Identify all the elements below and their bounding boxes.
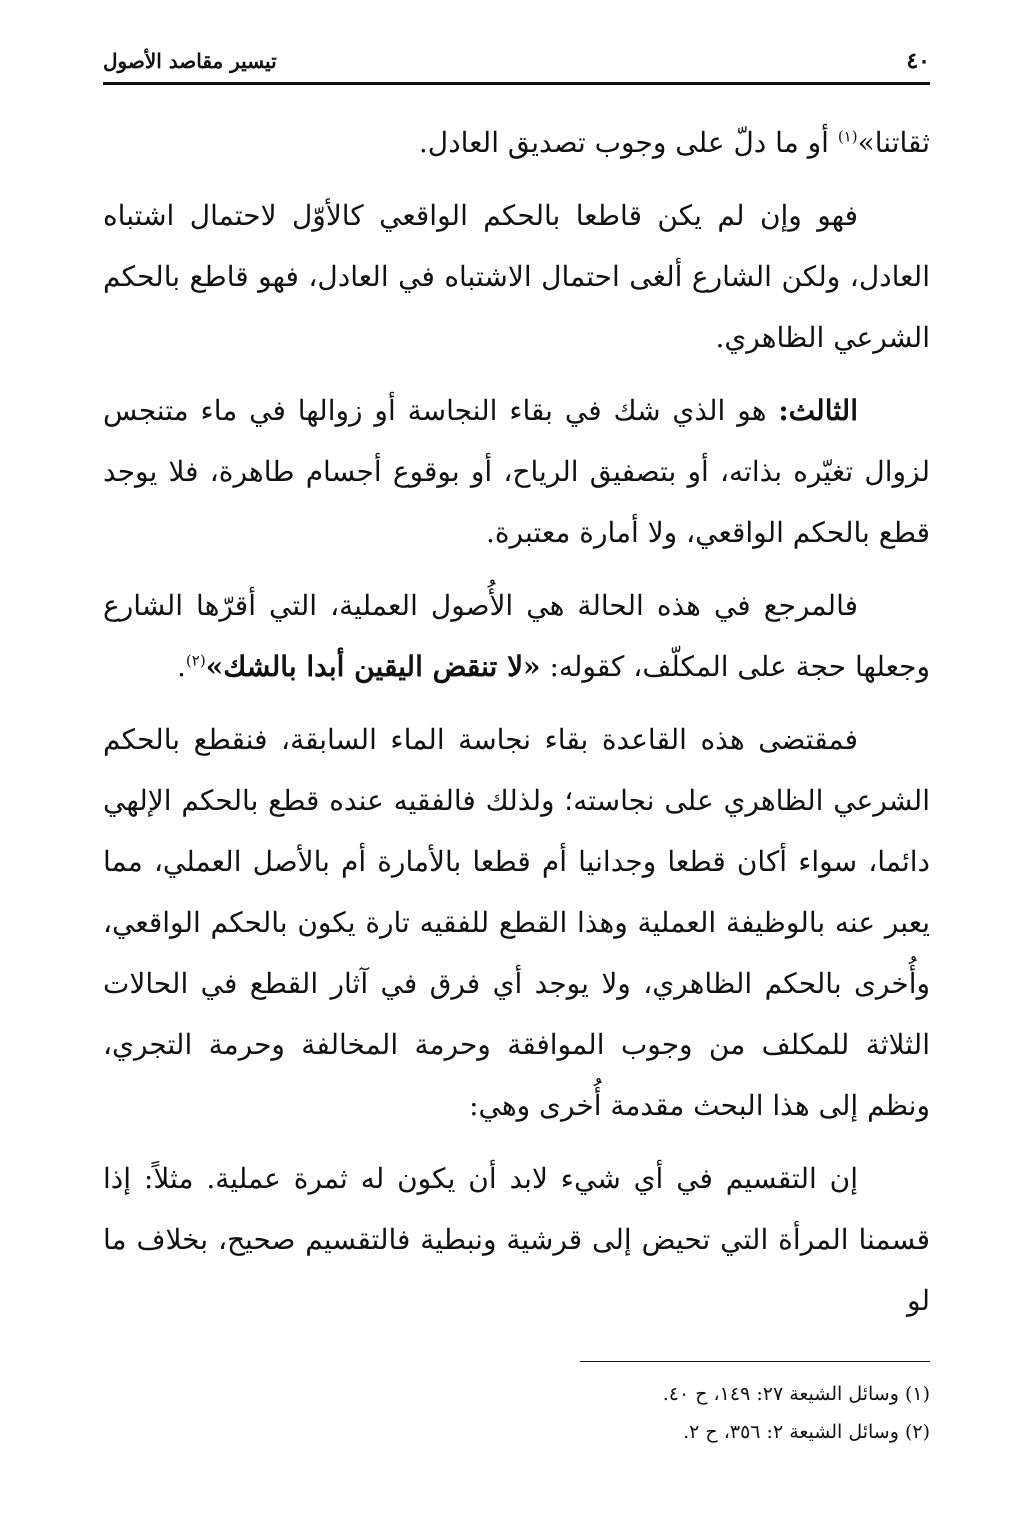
paragraph-3 xyxy=(103,380,930,563)
running-title: تيسير مقاصد الأصول xyxy=(103,49,277,73)
paragraph-3-rest: هو الذي شك في بقاء النجاسة أو زوالها في ماء متنجس لزوال تغيّره بذاته، أو بتصفيق الرياح، أو بوقوع أجسام طاهرة، فلا يوجد قطع بالحكم الواقعي، ولا أمارة معتبرة. xyxy=(103,394,930,549)
footnote-ref-1: (١) xyxy=(837,127,858,146)
paragraph-1-text: ثقاتنا» xyxy=(857,126,930,159)
page-number: ٤٠ xyxy=(906,48,930,74)
paragraph-4-start: فالمرجع في هذه الحالة هي الأُصول العملية، التي أقرّها الشارع وجعلها حجة على المكلّف، كقوله: xyxy=(103,589,930,683)
paragraph-4-end: . xyxy=(177,650,186,683)
hadith-quote: «لا تنقض اليقين أبدا بالشك» xyxy=(205,650,541,683)
footnotes xyxy=(103,1375,930,1451)
paragraph-3-lead: الثالث: xyxy=(778,394,858,427)
footnote-2: (٢) وسائل الشيعة ٢: ٣٥٦، ح ٢. xyxy=(683,1421,930,1443)
paragraph-2: فهو وإن لم يكن قاطعا بالحكم الواقعي كالأوّل لاحتمال اشتباه العادل، ولكن الشارع ألغى احتمال الاشتباه في العادل، فهو قاطع بالحكم الشرعي الظاهري. xyxy=(103,199,930,354)
paragraph-1 xyxy=(103,112,930,173)
paragraph-4 xyxy=(103,575,930,697)
body-text xyxy=(103,112,930,1343)
paragraph-5: فمقتضى هذه القاعدة بقاء نجاسة الماء السابقة، فنقطع بالحكم الشرعي الظاهري على نجاسته؛ ولذلك فالفقيه عنده قطع بالحكم الإلهي دائما، سواء أكان قطعا وجدانيا أم قطعا بالأمارة أم بالأصل العملي، مما يعبر عنه بالوظيفة العملية وهذا القطع للفقيه تارة يكون بالحكم الواقعي، وأُخرى بالحكم الظاهري، ولا يوجد أي فرق في آثار القطع في الحالات الثلاثة للمكلف من وجوب الموافقة وحرمة المخالفة وحرمة التجري، ونظم إلى هذا البحث مقدمة أُخرى وهي: xyxy=(103,723,930,1122)
footnote-ref-2: (٢) xyxy=(185,651,206,670)
footnote-divider xyxy=(580,1361,930,1362)
paragraph-6: إن التقسيم في أي شيء لابد أن يكون له ثمرة عملية. مثلاً: إذا قسمنا المرأة التي تحيض إلى قرشية ونبطية فالتقسيم صحيح، بخلاف ما لو xyxy=(103,1162,930,1317)
running-header xyxy=(103,40,930,85)
footnote-1: (١) وسائل الشيعة ٢٧: ١٤٩، ح ٤٠. xyxy=(662,1383,930,1405)
paragraph-1-rest: أو ما دلّ على وجوب تصديق العادل. xyxy=(418,126,838,159)
